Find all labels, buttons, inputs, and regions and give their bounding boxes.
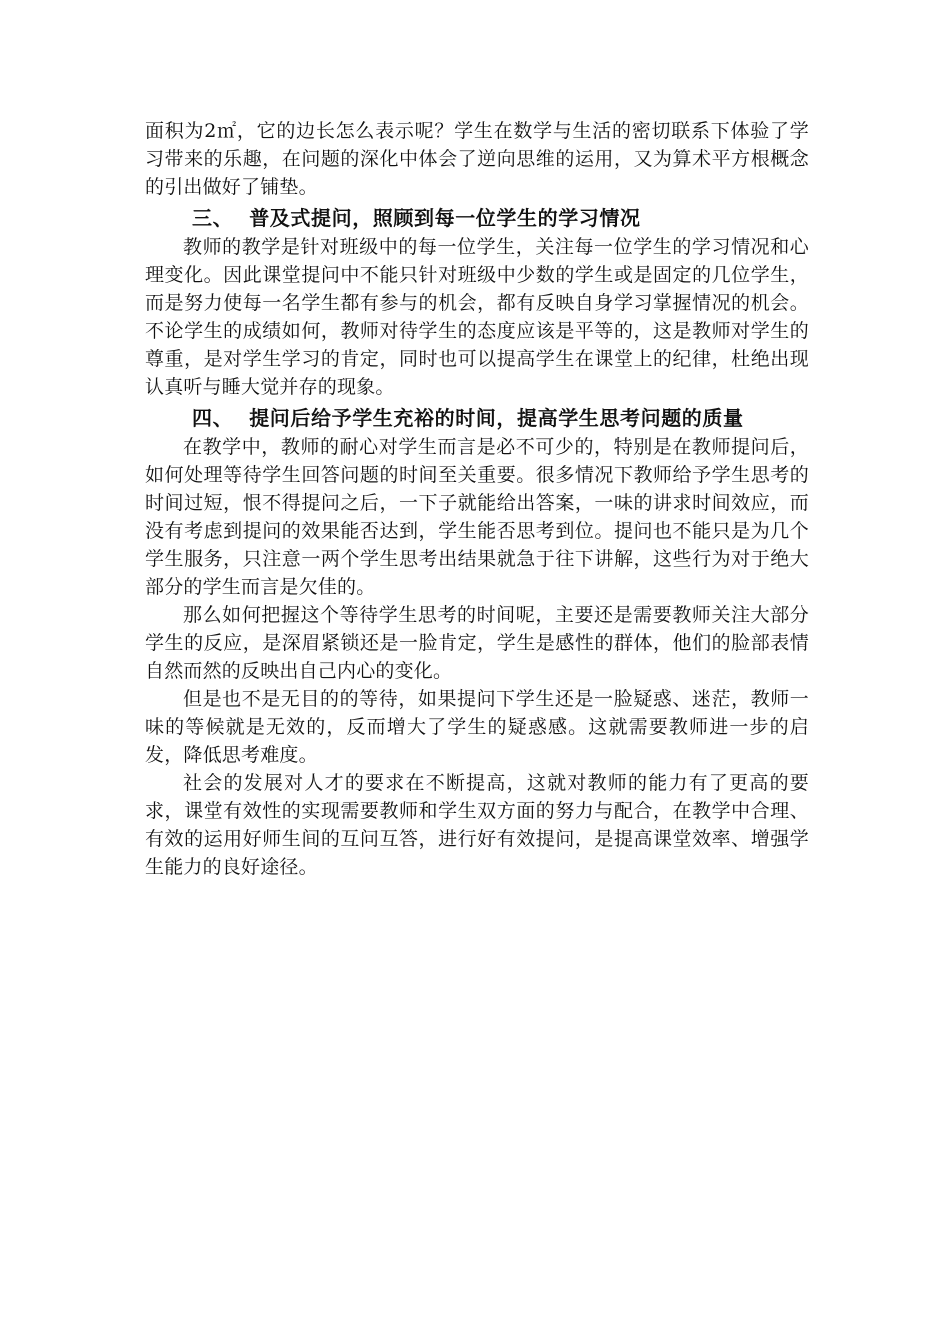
section-4-heading — [145, 403, 809, 433]
section-3-number: 三、 — [192, 206, 234, 230]
section-3-paragraph: 教师的教学是针对班级中的每一位学生，关注每一位学生的学习情况和心理变化。因此课堂提问中不能只针对班级中少数的学生或是固定的几位学生，而是努力使每一名学生都有参与的机会，都有反映自身学习掌握情况的机会。不论学生的成绩如何，教师对待学生的态度应该是平等的，这是教师对学生的尊重，是对学生学习的肯定，同时也可以提高学生在课堂上的纪律，杜绝出现认真听与睡大觉并存的现象。 — [145, 236, 809, 398]
document-page — [145, 117, 809, 881]
section-4-paragraph-1: 在教学中，教师的耐心对学生而言是必不可少的，特别是在教师提问后，如何处理等待学生回答问题的时间至关重要。很多情况下教师给予学生思考的时间过短，恨不得提问之后，一下子就能给出答案，一味的讲求时间效应，而没有考虑到提问的效果能否达到，学生能否思考到位。提问也不能只是为几个学生服务，只注意一两个学生思考出结果就急于往下讲解，这些行为对于绝大部分的学生而言是欠佳的。 — [145, 436, 809, 598]
section-4-title: 提问后给予学生充裕的时间，提高学生思考问题的质量 — [249, 406, 744, 430]
intro-paragraph: 面积为2㎡，它的边长怎么表示呢？学生在数学与生活的密切联系下体验了学习带来的乐趣，在问题的深化中体会了逆向思维的运用，又为算术平方根概念的引出做好了铺垫。 — [145, 120, 809, 198]
section-4-paragraph-4: 社会的发展对人才的要求在不断提高，这就对教师的能力有了更高的要求，课堂有效性的实现需要教师和学生双方面的努力与配合，在教学中合理、有效的运用好师生间的互问互答，进行好有效提问，是提高课堂效率、增强学生能力的良好途径。 — [145, 772, 809, 878]
section-3-title: 普及式提问，照顾到每一位学生的学习情况 — [249, 206, 641, 230]
section-4-paragraph-3: 但是也不是无目的的等待，如果提问下学生还是一脸疑惑、迷茫，教师一味的等候就是无效的，反而增大了学生的疑惑感。这就需要教师进一步的启发，降低思考难度。 — [145, 688, 809, 766]
section-3-heading — [145, 203, 809, 233]
section-4-paragraph-2: 那么如何把握这个等待学生思考的时间呢，主要还是需要教师关注大部分学生的反应，是深眉紧锁还是一脸肯定，学生是感性的群体，他们的脸部表情自然而然的反映出自己内心的变化。 — [145, 604, 809, 682]
section-4-number: 四、 — [192, 406, 234, 430]
